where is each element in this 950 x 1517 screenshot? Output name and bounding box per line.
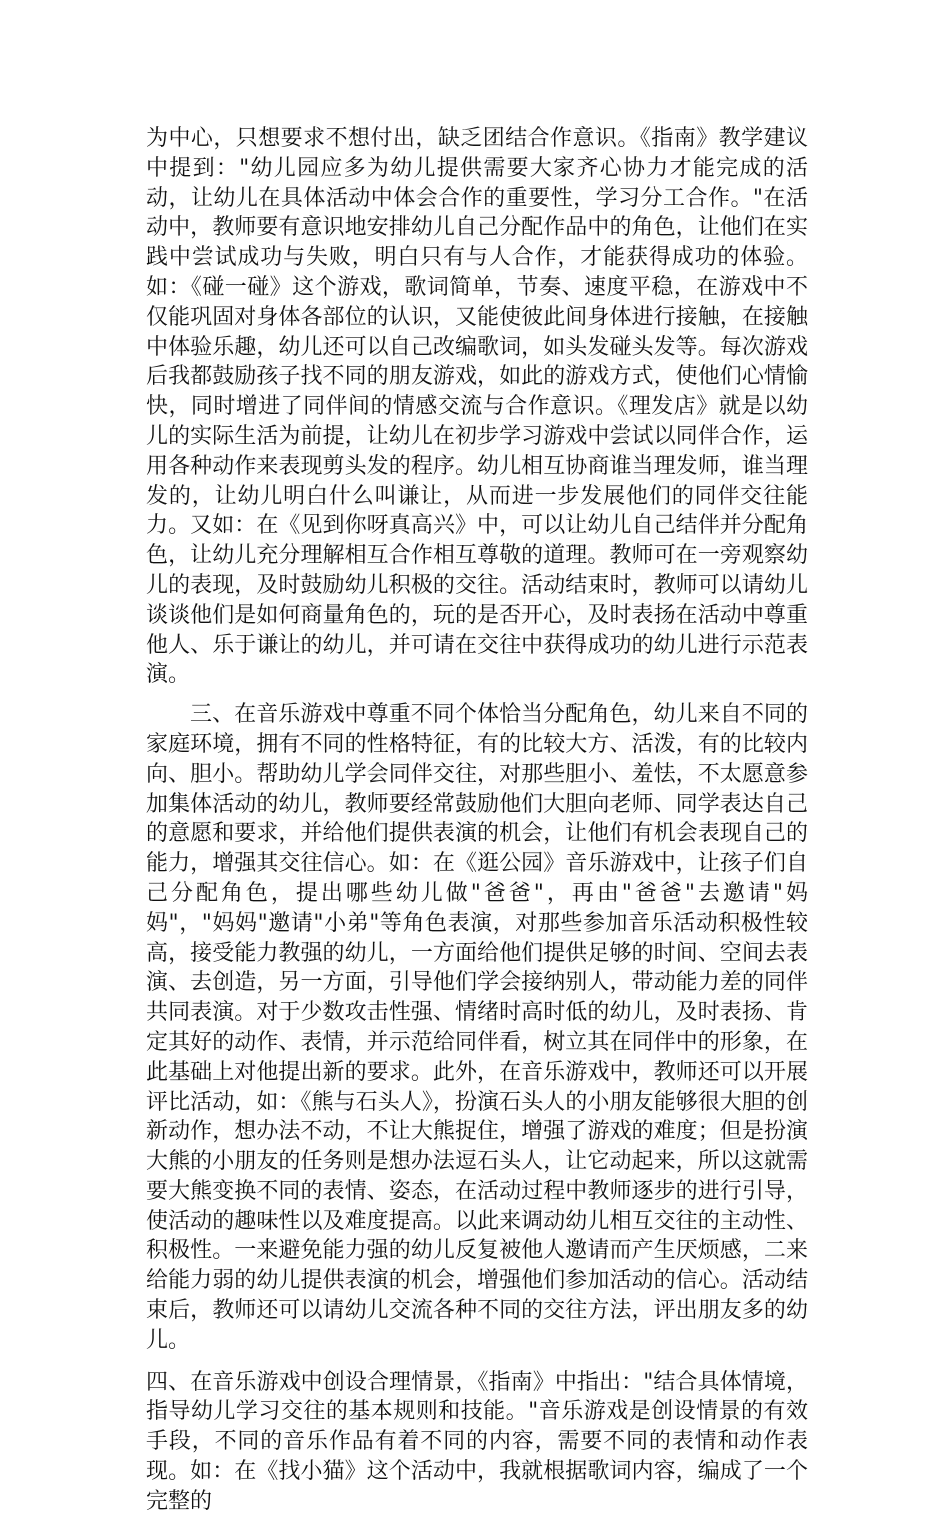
paragraph-cooperation: 为中心，只想要求不想付出，缺乏团结合作意识。《指南》教学建议中提到："幼儿园应多为幼儿提供需要大家齐心协力才能完成的活动，让幼儿在具体活动中体会合作的重要性，学习分工合作。"在活动中，教师要有意识地安排幼儿自己分配作品中的角色，让他们在实践中尝试成功与失败，明白只有与人合作，才能获得成功的体验。如：《碰一碰》这个游戏，歌词简单，节奏、速度平稳，在游戏中不仅能巩固对身体各部位的认识，又能使彼此间身体进行接触，在接触中体验乐趣，幼儿还可以自己改编歌词，如头发碰头发等。每次游戏后我都鼓励孩子找不同的朋友游戏，如此的游戏方式，使他们心情愉快，同时增进了同伴间的情感交流与合作意识。《理发店》就是以幼儿的实际生活为前提，让幼儿在初步学习游戏中尝试以同伴合作，运用各种动作来表现剪头发的程序。幼儿相互协商谁当理发师，谁当理发的，让幼儿明白什么叫谦让，从而进一步发展他们的同伴交往能力。又如：在《见到你呀真高兴》中，可以让幼儿自己结伴并分配角色，让幼儿充分理解相互合作相互尊敬的道理。教师可在一旁观察幼儿的表现，及时鼓励幼儿积极的交往。活动结束时，教师可以请幼儿谈谈他们是如何商量角色的，玩的是否开心，及时表扬在活动中尊重他人、乐于谦让的幼儿，并可请在交往中获得成功的幼儿进行示范表演。 [146,126,808,688]
paragraph-section-three: 三、在音乐游戏中尊重不同个体恰当分配角色，幼儿来自不同的家庭环境，拥有不同的性格特征，有的比较大方、活泼，有的比较内向、胆小。帮助幼儿学会同伴交往，对那些胆小、羞怯，不太愿意参加集体活动的幼儿，教师要经常鼓励他们大胆向老师、同学表达自己的意愿和要求，并给他们提供表演的机会，让他们有机会表现自己的能力，增强其交往信心。如：在《逛公园》音乐游戏中，让孩子们自己分配角色，提出哪些幼儿做"爸爸"，再由"爸爸"去邀请"妈妈"，"妈妈"邀请"小弟"等角色表演，对那些参加音乐活动积极性较高，接受能力教强的幼儿，一方面给他们提供足够的时间、空间去表演、去创造，另一方面，引导他们学会接纳别人，带动能力差的同伴共同表演。对于少数攻击性强、情绪时高时低的幼儿，及时表扬、肯定其好的动作、表情，并示范给同伴看，树立其在同伴中的形象，在此基础上对他提出新的要求。此外，在音乐游戏中，教师还可以开展评比活动，如：《熊与石头人》，扮演石头人的小朋友能够很大胆的创新动作，想办法不动，不让大熊捉住，增强了游戏的难度；但是扮演大熊的小朋友的任务则是想办法逗石头人，让它动起来，所以这就需要大熊变换不同的表情、姿态，在活动过程中教师逐步的进行引导，使活动的趣味性以及难度提高。以此来调动幼儿相互交往的主动性、积极性。一来避免能力强的幼儿反复被他人邀请而产生厌烦感，二来给能力弱的幼儿提供表演的机会，增强他们参加活动的信心。活动结束后，教师还可以请幼儿交流各种不同的交往方法，评出朋友多的幼儿。 [146,702,808,1353]
paragraph-section-four: 四、在音乐游戏中创设合理情景，《指南》中指出："结合具体情境，指导幼儿学习交往的基本规则和技能。"音乐游戏是创设情景的有效手段，不同的音乐作品有着不同的内容，需要不同的表情和动作表现。如：在《找小猫》这个活动中，我就根据歌词内容，编成了一个完整的 [146,1369,808,1514]
document-page [146,124,808,1517]
